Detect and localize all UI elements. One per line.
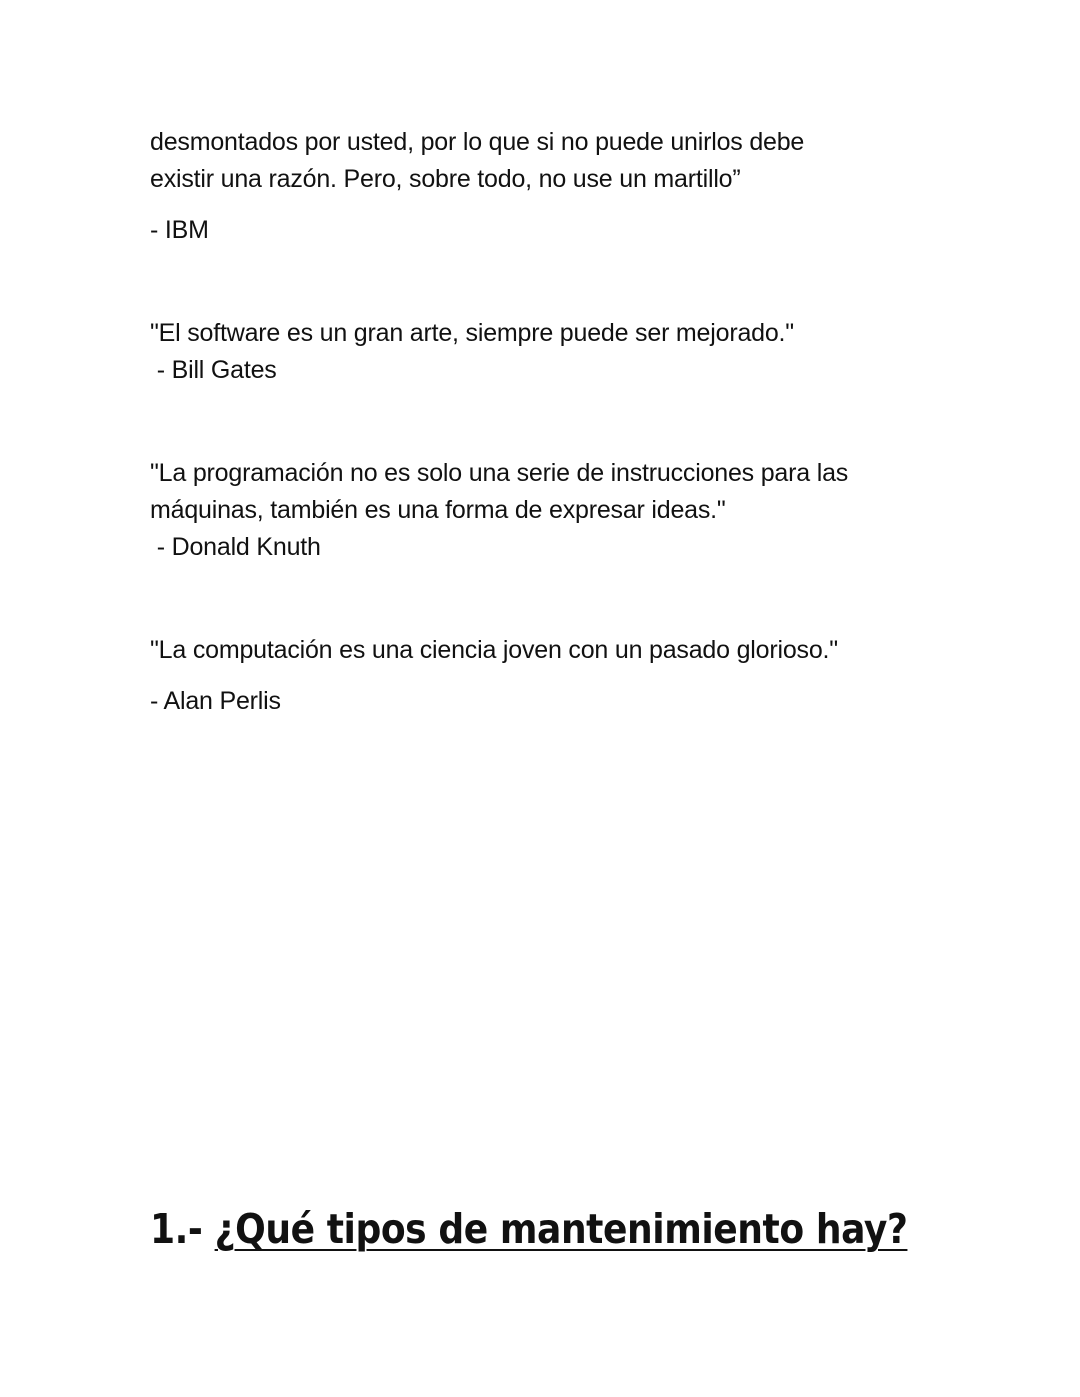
quote-perlis-line-1: "La computación es una ciencia joven con un pasado glorioso." — [150, 636, 838, 664]
heading-number: 1.- — [150, 1205, 215, 1253]
quote-knuth-line-2: máquinas, también es una forma de expresar ideas." — [150, 496, 726, 524]
quote-gates-author: - Bill Gates — [150, 356, 277, 384]
quote-knuth-line-1: "La programación no es solo una serie de instrucciones para las — [150, 459, 849, 487]
quote-ibm-line-1: desmontados por usted, por lo que si no puede unirlos debe — [150, 128, 805, 156]
quote-gates-line-1: "El software es un gran arte, siempre puede ser mejorado." — [150, 319, 794, 347]
quote-knuth-author: - Donald Knuth — [150, 533, 321, 561]
heading-title: ¿Qué tipos de mantenimiento hay? — [214, 1205, 908, 1253]
quote-ibm-line-2: existir una razón. Pero, sobre todo, no use un martillo” — [150, 165, 741, 193]
quote-perlis-author: - Alan Perlis — [150, 687, 281, 715]
quote-ibm-author: - IBM — [150, 216, 209, 244]
section-heading — [150, 1203, 907, 1255]
